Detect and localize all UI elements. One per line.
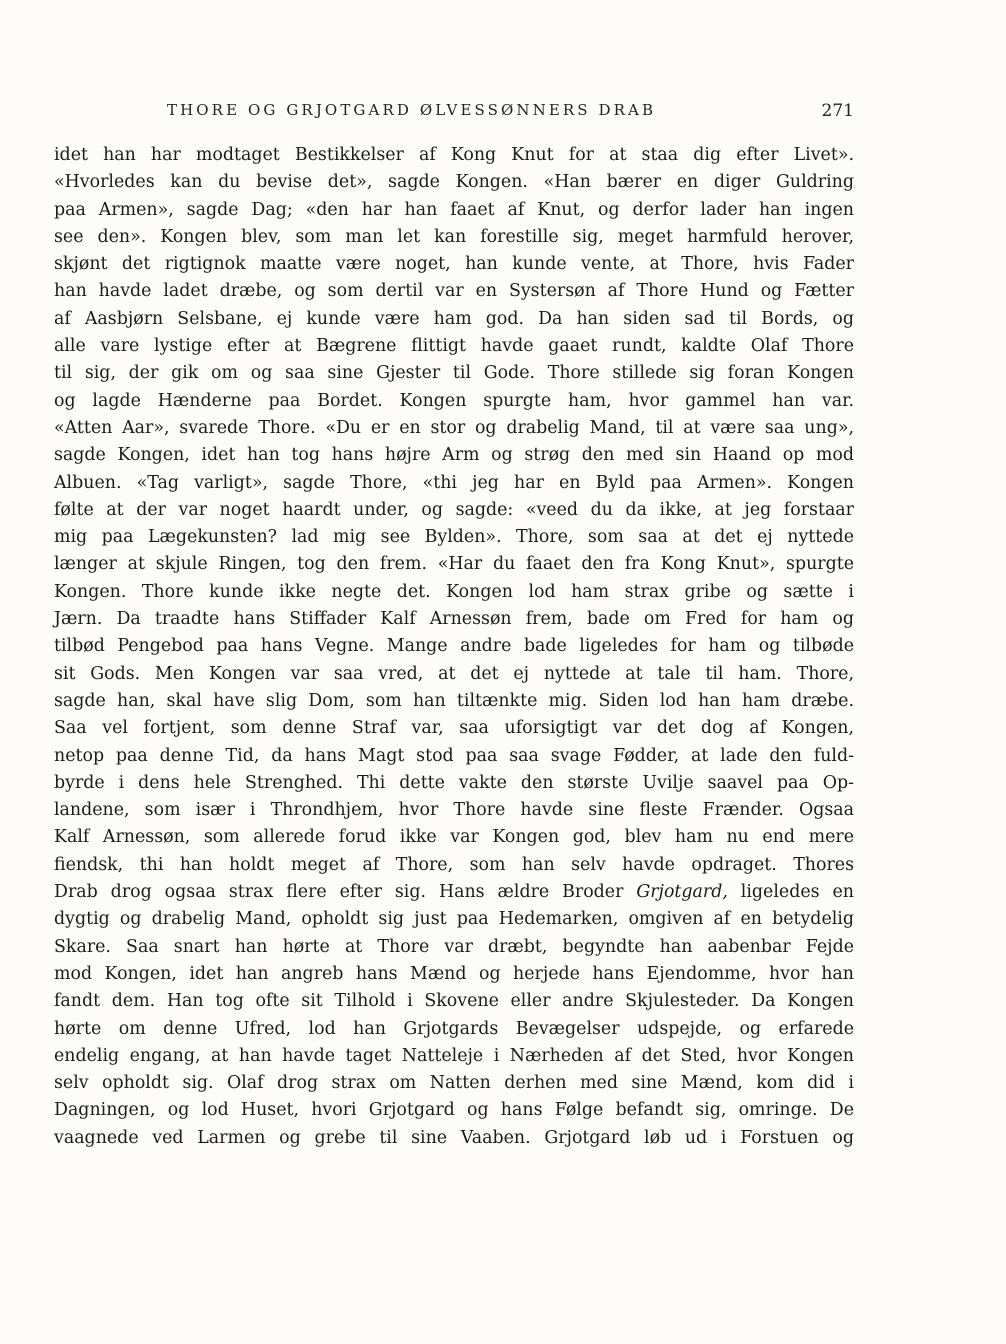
text-line bbox=[54, 661, 854, 688]
text-line bbox=[54, 852, 854, 879]
text-line bbox=[54, 1070, 854, 1097]
running-title: THORE OG GRJOTGARD ØLVESSØNNERS DRAB bbox=[167, 101, 657, 119]
text-segment: Kongen. Thore kunde ikke negte det. Kongen lod ham strax gribe og sætte i bbox=[54, 581, 854, 602]
text-segment: Albuen. «Tag varligt», sagde Thore, «thi jeg har en Byld paa Armen». Kongen bbox=[54, 472, 854, 493]
text-line bbox=[54, 1043, 854, 1070]
text-segment: fandt dem. Han tog ofte sit Tilhold i Skovene eller andre Skjulesteder. Da Kongen bbox=[54, 991, 854, 1012]
text-segment: endelig engang, at han havde taget Natteleje i Nærheden af det Sted, hvor Kongen bbox=[54, 1045, 854, 1066]
text-segment: til sig, der gik om og saa sine Gjester til Gode. Thore stillede sig foran Kongen bbox=[54, 363, 854, 384]
text-line bbox=[54, 360, 854, 387]
text-segment: idet han har modtaget Bestikkelser af Kong Knut for at staa dig efter Livet». bbox=[54, 145, 854, 165]
text-segment: alle vare lystige efter at Bægrene flittigt havde gaaet rundt, kaldte Olaf Thore bbox=[54, 336, 854, 357]
text-segment: han havde ladet dræbe, og som dertil var en Systersøn af Thore Hund og Fætter bbox=[54, 281, 854, 302]
text-segment: mod Kongen, idet han angreb hans Mænd og herjede hans Ejendomme, hvor han bbox=[54, 963, 854, 984]
text-segment: følte at der var noget haardt under, og sagde: «veed du da ikke, at jeg forstaar bbox=[54, 499, 854, 520]
text-line bbox=[54, 470, 854, 497]
text-segment: ligeledes en bbox=[727, 882, 854, 903]
text-segment: paa Armen», sagde Dag; «den har han faaet af Knut, og derfor lader han ingen bbox=[54, 199, 854, 220]
text-line bbox=[54, 688, 854, 715]
text-line bbox=[54, 142, 854, 169]
text-segment: hørte om denne Ufred, lod han Grjotgards Bevægelser udspejde, og erfarede bbox=[54, 1018, 854, 1039]
text-line bbox=[54, 770, 854, 797]
text-line bbox=[54, 961, 854, 988]
text-line bbox=[54, 743, 854, 770]
text-line bbox=[54, 278, 854, 305]
italic-name: Grjotgard, bbox=[636, 882, 728, 903]
text-line bbox=[54, 251, 854, 278]
text-line bbox=[54, 934, 854, 961]
text-segment: af Aasbjørn Selsbane, ej kunde være ham god. Da han siden sad til Bords, og bbox=[54, 308, 854, 329]
text-segment: Dagningen, og lod Huset, hvori Grjotgard og hans Følge befandt sig, omringe. De bbox=[54, 1100, 854, 1121]
text-line bbox=[54, 388, 854, 415]
text-line bbox=[54, 1097, 854, 1124]
text-segment: sagde han, skal have slig Dom, som han tiltænkte mig. Siden lod han ham dræbe. bbox=[54, 690, 854, 711]
text-segment: fiendsk, thi han holdt meget af Thore, som han selv havde opdraget. Thores bbox=[54, 854, 854, 875]
text-segment: og lagde Hænderne paa Bordet. Kongen spurgte ham, hvor gammel han var. bbox=[54, 390, 854, 411]
text-line bbox=[54, 1016, 854, 1043]
text-segment: sagde Kongen, idet han tog hans højre Arm og strøg den med sin Haand op mod bbox=[54, 445, 854, 466]
text-line bbox=[54, 442, 854, 469]
text-line bbox=[54, 633, 854, 660]
text-line bbox=[54, 524, 854, 551]
text-segment: dygtig og drabelig Mand, opholdt sig just paa Hedemarken, omgiven af en betydelig bbox=[54, 909, 854, 930]
text-segment: netop paa denne Tid, da hans Magt stod paa saa svage Fødder, at lade den fuld- bbox=[54, 745, 854, 766]
text-segment: byrde i dens hele Strenghed. Thi dette vakte den største Uvilje saavel paa Op- bbox=[54, 772, 854, 793]
text-segment: see den». Kongen blev, som man let kan forestille sig, meget harmfuld herover, bbox=[54, 226, 854, 247]
text-segment: Jærn. Da traadte hans Stiffader Kalf Arnessøn frem, bade om Fred for ham og bbox=[54, 609, 854, 630]
text-line bbox=[54, 197, 854, 224]
text-line bbox=[54, 606, 854, 633]
text-segment: sit Gods. Men Kongen var saa vred, at det ej nyttede at tale til ham. Thore, bbox=[54, 663, 854, 684]
text-segment: Drab drog ogsaa strax flere efter sig. Hans ældre Broder bbox=[54, 882, 637, 903]
text-line bbox=[54, 906, 854, 933]
text-segment: selv opholdt sig. Olaf drog strax om Natten derhen med sine Mænd, kom did i bbox=[54, 1073, 854, 1094]
text-line bbox=[54, 579, 854, 606]
text-segment: Skare. Saa snart han hørte at Thore var dræbt, begyndte han aabenbar Fejde bbox=[54, 936, 854, 957]
page-number: 271 bbox=[821, 101, 854, 121]
text-segment: Saa vel fortjent, som denne Straf var, saa uforsigtigt var det dog af Kongen, bbox=[54, 718, 854, 739]
text-line bbox=[54, 988, 854, 1015]
text-segment: længer at skjule Ringen, tog den frem. «Har du faaet den fra Kong Knut», spurgte bbox=[54, 554, 854, 575]
text-segment: «Atten Aar», svarede Thore. «Du er en stor og drabelig Mand, til at være saa ung», bbox=[54, 417, 854, 438]
text-segment: landene, som især i Throndhjem, hvor Thore havde sine fleste Frænder. Ogsaa bbox=[54, 800, 854, 821]
text-line bbox=[54, 1125, 854, 1152]
text-line bbox=[54, 824, 854, 851]
text-line bbox=[54, 797, 854, 824]
text-line bbox=[54, 169, 854, 196]
text-segment: «Hvorledes kan du bevise det», sagde Kongen. «Han bærer en diger Guldring bbox=[54, 172, 854, 193]
text-line bbox=[54, 415, 854, 442]
text-segment: vaagnede ved Larmen og grebe til sine Vaaben. Grjotgard løb ud i Forstuen og bbox=[54, 1127, 854, 1148]
page-header bbox=[54, 101, 854, 125]
text-line bbox=[54, 224, 854, 251]
text-line bbox=[54, 333, 854, 360]
text-line bbox=[54, 715, 854, 742]
text-segment: Kalf Arnessøn, som allerede forud ikke var Kongen god, blev ham nu end mere bbox=[54, 827, 854, 848]
text-segment: skjønt det rigtignok maatte være noget, han kunde vente, at Thore, hvis Fader bbox=[54, 254, 854, 275]
text-line bbox=[54, 879, 854, 906]
body-text bbox=[54, 142, 854, 1152]
text-line bbox=[54, 306, 854, 333]
text-line bbox=[54, 551, 854, 578]
text-line bbox=[54, 497, 854, 524]
text-segment: mig paa Lægekunsten? lad mig see Bylden». Thore, som saa at det ej nyttede bbox=[54, 527, 854, 548]
text-segment: tilbød Pengebod paa hans Vegne. Mange andre bade ligeledes for ham og tilbøde bbox=[54, 636, 854, 657]
